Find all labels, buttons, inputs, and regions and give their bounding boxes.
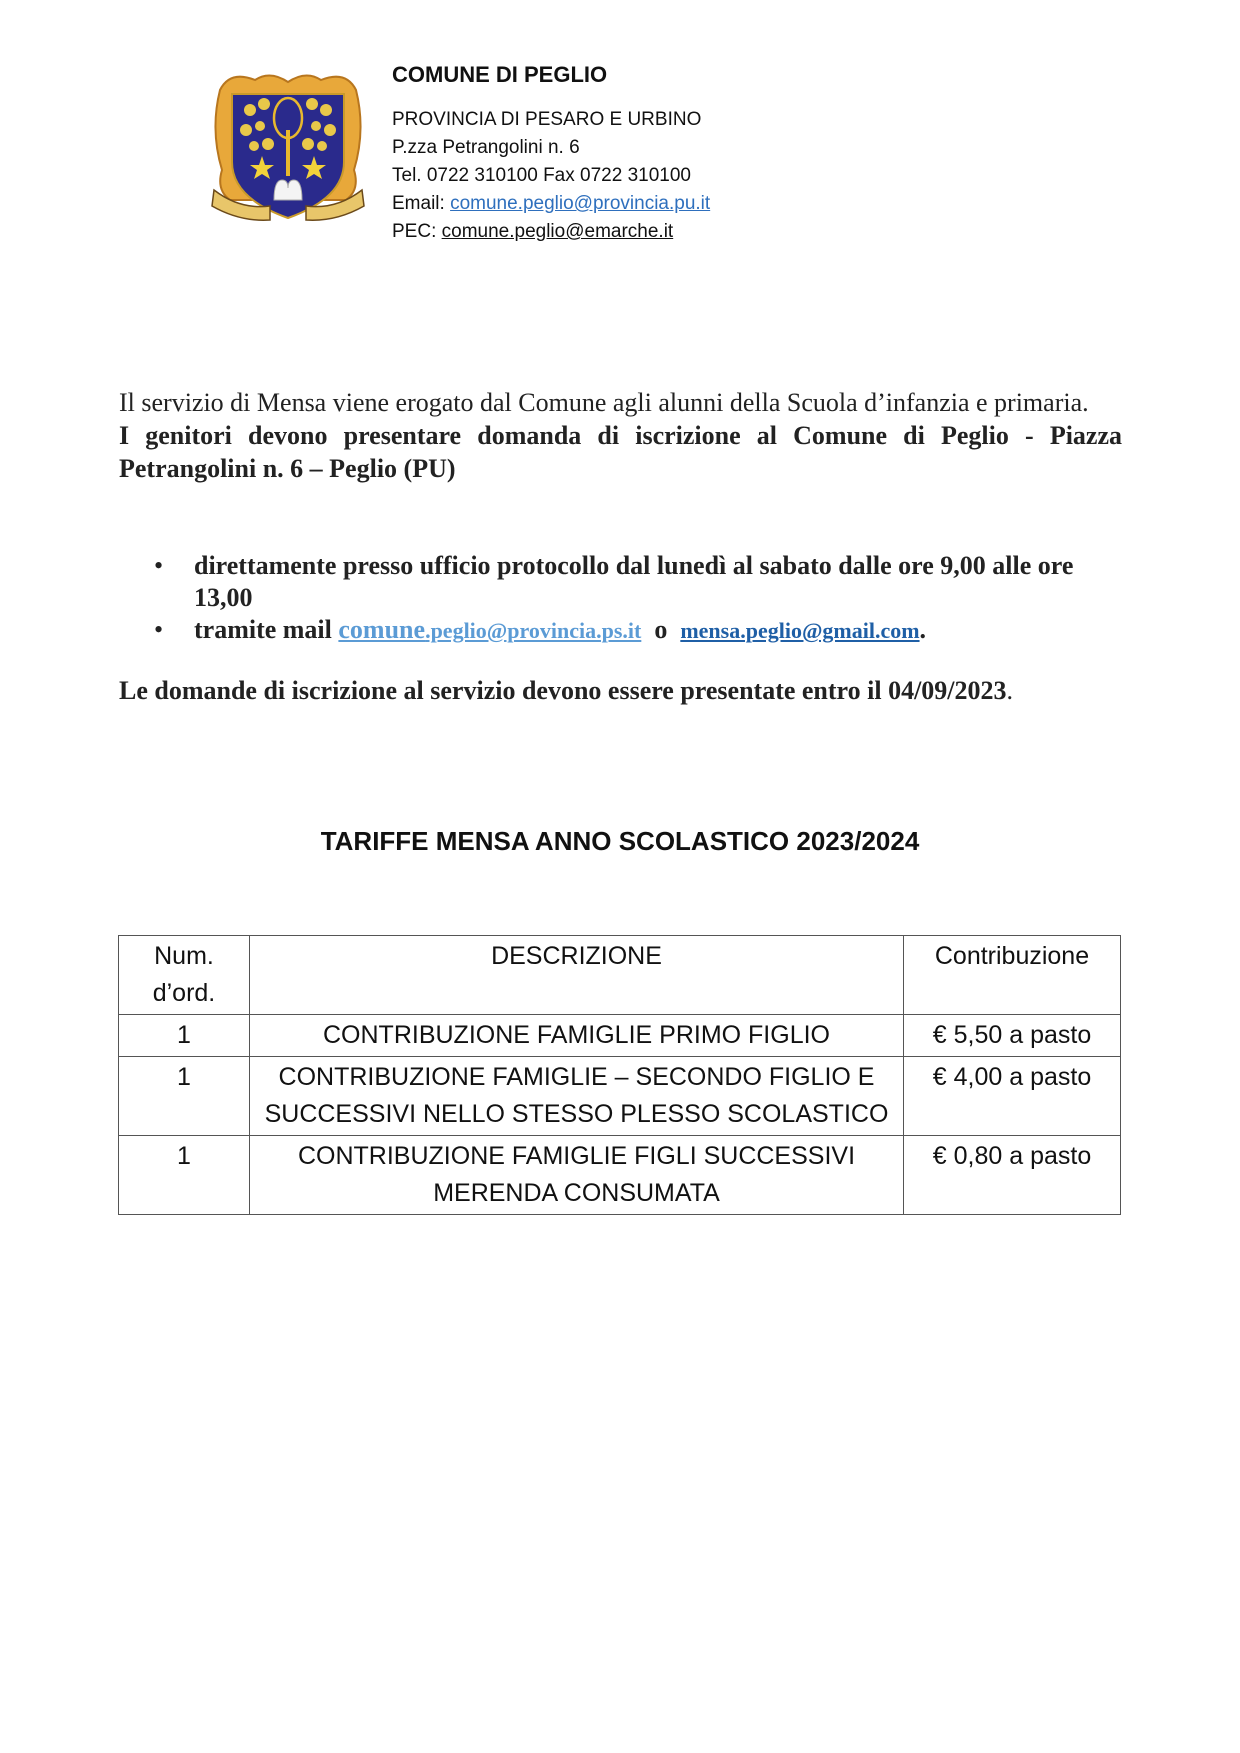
comune-email-link-part: comune <box>338 615 426 644</box>
pec-label: PEC: <box>392 221 442 242</box>
deadline-paragraph <box>119 674 1122 707</box>
separator-text: o <box>641 615 681 644</box>
list-item <box>150 550 1122 614</box>
row-num: 1 <box>119 1057 250 1136</box>
application-paragraph: I genitori devono presentare domanda di iscrizione al Comune di Peglio - Piazza Petrangolini n. 6 – Peglio (PU) <box>119 421 1122 483</box>
list-item-text: direttamente presso ufficio protocollo dal lunedì al sabato dalle ore 9,00 alle ore 13,00 <box>194 551 1074 612</box>
row-num: 1 <box>119 1136 250 1215</box>
list-item-prefix: tramite mail <box>194 615 339 644</box>
table-row <box>119 1136 1121 1215</box>
province-line: PROVINCIA DI PESARO E URBINO <box>392 109 702 130</box>
comune-email-link[interactable] <box>338 615 642 644</box>
table-row <box>119 1015 1121 1057</box>
pec-line <box>392 218 710 246</box>
header-num: Num. d’ord. <box>119 936 250 1015</box>
bullet-icon: • <box>154 615 164 644</box>
letterhead <box>392 62 710 246</box>
deadline-text: Le domande di iscrizione al servizio devono essere presentate entro il 04/09/2023 <box>119 676 1007 705</box>
row-amount: € 4,00 a pasto <box>904 1057 1121 1136</box>
municipality-name: COMUNE DI PEGLIO <box>392 62 608 87</box>
bullet-icon: • <box>154 551 164 580</box>
coat-of-arms-logo <box>210 70 366 230</box>
row-amount: € 5,50 a pasto <box>904 1015 1121 1057</box>
service-paragraph: Il servizio di Mensa viene erogato dal Comune agli alunni della Scuola d’infanzia e primaria. <box>119 388 1089 417</box>
table-row <box>119 1057 1121 1136</box>
tariffs-table <box>118 935 1121 1215</box>
address-line: P.zza Petrangolini n. 6 <box>392 137 580 158</box>
comune-email-link-rest: .peglio@provincia.ps.it <box>425 618 642 643</box>
table-header-row <box>119 936 1121 1015</box>
row-description: CONTRIBUZIONE FAMIGLIE – SECONDO FIGLIO E SUCCESSIVI NELLO STESSO PLESSO SCOLASTICO <box>250 1057 904 1136</box>
intro-section <box>119 386 1122 485</box>
email-label: Email: <box>392 193 451 214</box>
submission-methods-list <box>150 550 1122 647</box>
list-item <box>150 614 1122 647</box>
email-line <box>392 190 710 218</box>
list-item-suffix: . <box>919 615 927 644</box>
row-description: CONTRIBUZIONE FAMIGLIE FIGLI SUCCESSIVI MERENDA CONSUMATA <box>250 1136 904 1215</box>
email-link[interactable]: comune.peglio@provincia.pu.it <box>450 193 711 214</box>
row-amount: € 0,80 a pasto <box>904 1136 1121 1215</box>
row-description: CONTRIBUZIONE FAMIGLIE PRIMO FIGLIO <box>250 1015 904 1057</box>
phone-line: Tel. 0722 310100 Fax 0722 310100 <box>392 165 691 186</box>
tariffs-title: TARIFFE MENSA ANNO SCOLASTICO 2023/2024 <box>320 826 920 856</box>
mensa-email-link[interactable]: mensa.peglio@gmail.com <box>680 618 920 643</box>
deadline-suffix: . <box>1006 676 1014 705</box>
row-num: 1 <box>119 1015 250 1057</box>
header-contribution: Contribuzione <box>904 936 1121 1015</box>
header-description: DESCRIZIONE <box>250 936 904 1015</box>
pec-link[interactable]: comune.peglio@emarche.it <box>441 221 674 242</box>
